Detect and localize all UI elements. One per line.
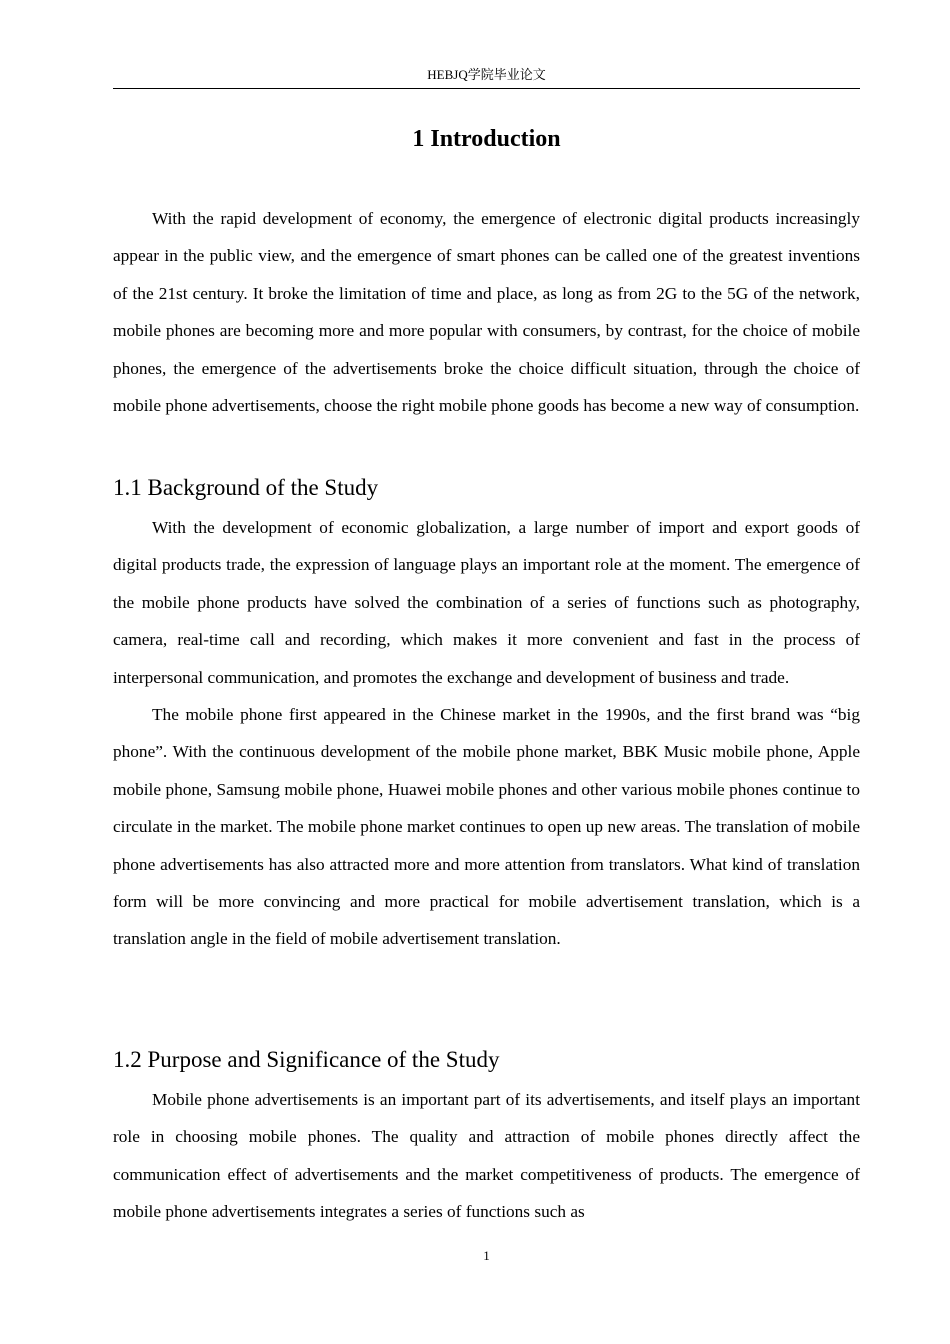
section-purpose xyxy=(113,1042,860,1231)
purpose-paragraph-1: Mobile phone advertisements is an important part of its advertisements, and itself plays an important role in choosing mobile phones. The quality and attraction of mobile phones directly affect the communication effect of advertisements and the market competitiveness of products. The emergence of mobile phone advertisements integrates a series of functions such as xyxy=(113,1090,860,1222)
header-rule xyxy=(113,88,860,89)
section-heading-purpose: 1.2 Purpose and Significance of the Study xyxy=(113,1047,500,1072)
intro-paragraph: With the rapid development of economy, the emergence of electronic digital products increasingly appear in the public view, and the emergence of smart phones can be called one of the greatest inventions of the 21st century. It broke the limitation of time and place, as long as from 2G to the 5G of the network, mobile phones are becoming more and more popular with consumers, by contrast, for the choice of mobile phones, the emergence of the advertisements broke the choice difficult situation, through the choice of mobile phone advertisements, choose the right mobile phone goods has become a new way of consumption. xyxy=(113,209,860,416)
intro-block xyxy=(113,200,860,424)
background-paragraph-2: The mobile phone first appeared in the Chinese market in the 1990s, and the first brand was “big phone”. With the continuous development of the mobile phone market, BBK Music mobile phone, Apple mobile phone, Samsung mobile phone, Huawei mobile phones and other various mobile phones continue to circulate in the market. The mobile phone market continues to open up new areas. The translation of mobile phone advertisements has also attracted more and more attention from translators. What kind of translation form will be more convincing and more practical for mobile advertisement translation, which is a translation angle in the field of mobile advertisement translation. xyxy=(113,705,860,949)
page-number: 1 xyxy=(483,1248,490,1263)
chapter-title: 1 Introduction xyxy=(412,126,561,152)
section-heading-background: 1.1 Background of the Study xyxy=(113,475,379,500)
background-paragraph-1: With the development of economic globalization, a large number of import and export goods of digital products trade, the expression of language plays an important role at the moment. The emergence of the mobile phone products have solved the combination of a series of functions such as photography, camera, real-time call and recording, which makes it more convenient and fast in the process of interpersonal communication, and promotes the exchange and development of business and trade. xyxy=(113,518,860,687)
section-background xyxy=(113,470,860,958)
running-header: HEBJQ学院毕业论文 xyxy=(427,67,546,82)
